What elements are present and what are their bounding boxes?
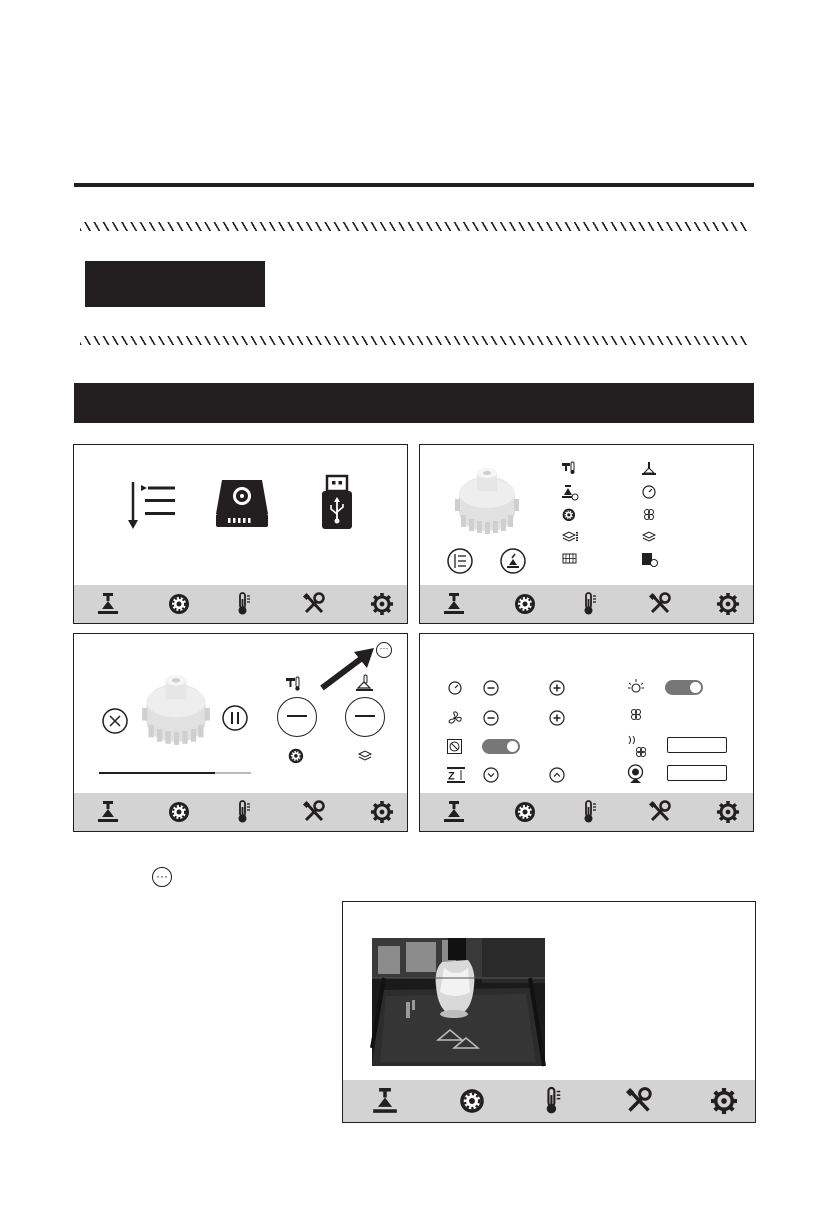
nozzle-temp-icon: [562, 462, 576, 475]
filament-icon[interactable]: [168, 801, 190, 823]
hatch-divider-top: [80, 222, 748, 231]
case-fan-icon: [447, 739, 462, 754]
fan-icon: [448, 711, 462, 725]
nozzle-temp-icon: [286, 677, 302, 692]
svg-text:Z: Z: [448, 770, 455, 783]
file-info-icon: [642, 553, 658, 567]
speed-icon: [642, 485, 656, 499]
tuning-panel: [419, 633, 754, 832]
start-button-icon[interactable]: [500, 548, 526, 574]
pause-print-icon[interactable]: [221, 704, 249, 732]
camera-preview: [372, 938, 545, 1066]
settings-icon[interactable]: [371, 593, 393, 615]
internal-storage-icon[interactable]: [216, 478, 268, 528]
printing-panel: [73, 633, 408, 832]
filament-icon[interactable]: [514, 593, 536, 615]
nozzle-temp-dial[interactable]: [277, 697, 317, 737]
hatch-divider-bottom: [80, 336, 748, 345]
temperature-icon[interactable]: [232, 801, 254, 823]
tools-icon[interactable]: [303, 801, 325, 823]
pointer-arrow: [318, 646, 376, 692]
progress-track: [99, 772, 251, 774]
aux-fan-icon: [630, 708, 642, 722]
more-options-label: ···: [379, 643, 389, 653]
tools-icon[interactable]: [649, 593, 671, 615]
fan-icon: [642, 508, 656, 522]
model-preview: [451, 469, 523, 535]
more-options-icon: [152, 867, 172, 887]
print-icon[interactable]: [97, 593, 119, 615]
settings-icon[interactable]: [711, 1088, 737, 1114]
filament-icon[interactable]: [514, 801, 536, 823]
section-band: [74, 383, 754, 423]
fan-increase-button[interactable]: [549, 710, 565, 726]
header-rule: [74, 183, 754, 187]
temperature-icon[interactable]: [232, 593, 254, 615]
value-field-2[interactable]: [667, 765, 727, 781]
filament-small-icon: [288, 748, 304, 764]
settings-icon[interactable]: [717, 593, 739, 615]
filament-icon[interactable]: [459, 1088, 485, 1114]
bottom-nav-bar: [420, 793, 753, 831]
section-tag: [85, 261, 265, 307]
print-icon[interactable]: [372, 1088, 398, 1114]
light-toggle[interactable]: [665, 680, 703, 695]
speed-icon: [448, 681, 462, 695]
usb-drive-icon[interactable]: [321, 476, 353, 530]
z-offset-wave-icon: [627, 734, 647, 758]
fan-decrease-button[interactable]: [483, 710, 499, 726]
print-icon[interactable]: [97, 801, 119, 823]
bed-temp-icon: [562, 485, 578, 500]
tools-icon[interactable]: [303, 593, 325, 615]
case-fan-toggle[interactable]: [482, 739, 520, 754]
model-preview: [140, 676, 212, 746]
bed-temp-dial[interactable]: [345, 697, 385, 737]
filament-icon[interactable]: [168, 593, 190, 615]
layers-icon: [562, 531, 580, 543]
bed-value-dash: [355, 715, 375, 717]
value-field-1[interactable]: [667, 737, 727, 753]
progress-fill: [99, 772, 215, 774]
file-source-panel: [73, 444, 408, 624]
speed-decrease-button[interactable]: [483, 680, 499, 696]
more-icon-label: ···: [156, 869, 168, 883]
z-down-button[interactable]: [483, 767, 499, 783]
light-icon: [628, 679, 644, 695]
bottom-nav-bar: [420, 585, 753, 623]
print-icon[interactable]: [443, 593, 465, 615]
speed-increase-button[interactable]: [549, 680, 565, 696]
cancel-print-icon[interactable]: [101, 707, 129, 735]
layer-icon: [358, 750, 372, 762]
z-axis-icon: [447, 767, 465, 783]
print-icon[interactable]: [443, 801, 465, 823]
camera-icon: [627, 764, 644, 784]
filament-small-icon: [562, 508, 576, 522]
settings-icon[interactable]: [371, 801, 393, 823]
layer-icon: [642, 531, 656, 543]
list-button-icon[interactable]: [447, 548, 473, 574]
bottom-nav-bar: [74, 585, 407, 623]
grid-icon: [562, 553, 578, 565]
temperature-icon[interactable]: [578, 593, 600, 615]
file-list-icon[interactable]: [126, 478, 176, 530]
tools-icon[interactable]: [649, 801, 671, 823]
bottom-nav-bar: [74, 793, 407, 831]
temperature-icon[interactable]: [578, 801, 600, 823]
camera-panel: [342, 901, 756, 1123]
settings-icon[interactable]: [717, 801, 739, 823]
nozzle-value-dash: [287, 715, 307, 717]
tools-icon[interactable]: [626, 1088, 652, 1114]
temperature-icon[interactable]: [539, 1088, 565, 1114]
z-up-button[interactable]: [549, 767, 565, 783]
print-time-icon: [642, 462, 656, 476]
print-info-panel: [419, 444, 754, 624]
bottom-nav-bar: [343, 1080, 755, 1122]
more-options-button[interactable]: [376, 642, 392, 658]
